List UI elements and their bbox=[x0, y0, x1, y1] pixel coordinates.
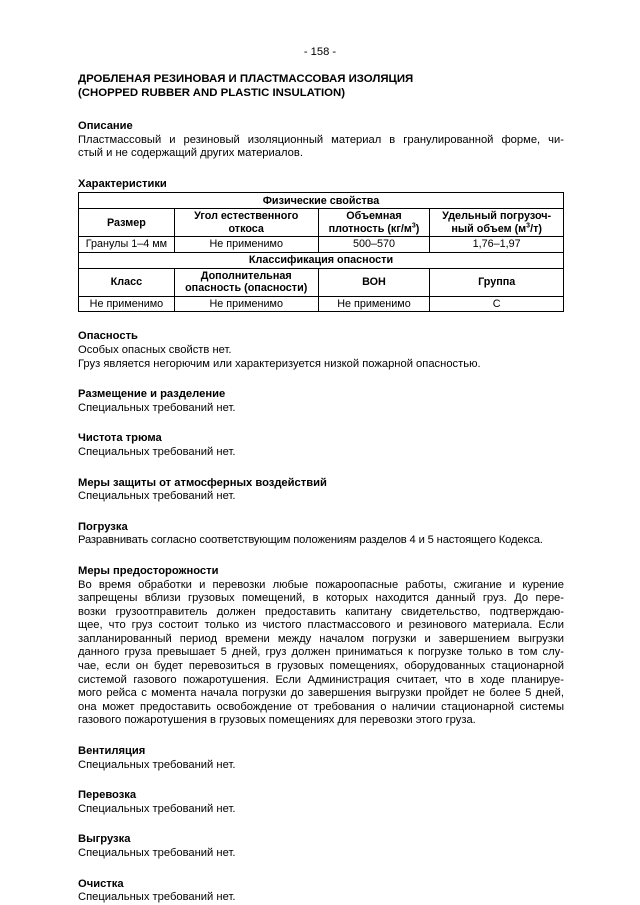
column-size: Размер bbox=[79, 209, 175, 237]
physical-properties-heading: Физические свойства bbox=[79, 193, 564, 209]
carriage-text: Специальных требований нет. bbox=[78, 802, 236, 815]
precautions-section bbox=[78, 565, 564, 728]
cell-class: Не применимо bbox=[79, 296, 175, 312]
text-line: запрещены вблизи грузовых помещений, в которых находится данный груз. До пере- bbox=[78, 592, 564, 605]
text-line: Груз является негорючим или характеризуется низкой пожарной опасностью. bbox=[78, 357, 481, 370]
text-line: Во время обработки и перевозки любые пожароопасные работы, сжигание и курение bbox=[78, 578, 564, 591]
hold-cleanliness-section bbox=[78, 432, 564, 459]
text-line: мого рейса с момента начала погрузки до завершения выгрузки пройдет не более 5 дней, bbox=[78, 687, 564, 700]
page-number: - 158 - bbox=[303, 46, 337, 58]
column-stowage-factor: Удельный погрузоч- ный объем $(м^3/т)$ bbox=[430, 209, 564, 237]
cell-bulk-density: 500–570 bbox=[318, 237, 430, 253]
text-line: газового пожаротушения в грузовых помещениях для перевозки этого груза. bbox=[78, 714, 476, 727]
characteristics-table bbox=[78, 192, 564, 312]
weather-precautions-text: Специальных требований нет. bbox=[78, 490, 236, 503]
cell-size: Гранулы 1–4 мм bbox=[79, 237, 175, 253]
text-line: данного груза превышает 5 дней, груз должен приниматься к погрузке только в том слу- bbox=[78, 646, 564, 659]
column-group: Группа bbox=[430, 268, 564, 296]
ventilation-section bbox=[78, 745, 564, 772]
column-bulk-density: Объемная плотность $(кг/м^3)$ bbox=[318, 209, 430, 237]
section-heading: Меры защиты от атмосферных воздействий bbox=[78, 476, 327, 489]
section-heading: Вентиляция bbox=[78, 745, 146, 758]
carriage-section bbox=[78, 789, 564, 816]
cell-angle-of-repose: Не применимо bbox=[174, 237, 318, 253]
column-mhb: ВОН bbox=[318, 268, 430, 296]
section-heading: Очистка bbox=[78, 877, 124, 890]
clean-up-section bbox=[78, 878, 564, 905]
text-line: Особых опасных свойств нет. bbox=[78, 343, 232, 356]
text-line: чае, если он будет перевозиться в грузовых помещениях, оборудованных стационарной bbox=[78, 660, 564, 673]
discharge-text: Специальных требований нет. bbox=[78, 847, 236, 859]
column-class: Класс bbox=[79, 268, 175, 296]
cell-mhb: Не применимо bbox=[318, 296, 430, 312]
section-heading: Характеристики bbox=[78, 177, 167, 190]
text-line: щее, что груз состоит только из чистого пластмассового и резинового материала. Если bbox=[78, 619, 564, 632]
loading-section bbox=[78, 521, 564, 548]
stowage-segregation-section bbox=[78, 388, 564, 415]
section-heading: Описание bbox=[78, 120, 133, 132]
characteristics-section bbox=[78, 178, 564, 313]
ventilation-text: Специальных требований нет. bbox=[78, 758, 236, 771]
document-body bbox=[78, 72, 564, 905]
text-line: системой газового пожаротушения. Если Администрация считает, что в ходе планируе- bbox=[78, 673, 564, 686]
document-title bbox=[78, 72, 564, 100]
text-line: стый и не содержащий других материалов. bbox=[78, 147, 303, 160]
precautions-text bbox=[78, 579, 564, 729]
stowage-segregation-text: Специальных требований нет. bbox=[78, 401, 236, 414]
loading-text: Разравнивать согласно соответствующим положениям разделов 4 и 5 настоящего Кодекса. bbox=[78, 534, 543, 547]
title-russian: ДРОБЛЕНАЯ РЕЗИНОВАЯ И ПЛАСТМАССОВАЯ ИЗОЛЯЦИЯ bbox=[78, 73, 414, 85]
description-section bbox=[78, 120, 564, 161]
section-heading: Выгрузка bbox=[78, 833, 131, 846]
section-heading: Чистота трюма bbox=[78, 432, 162, 445]
section-heading: Погрузка bbox=[78, 520, 128, 533]
hazard-section bbox=[78, 330, 564, 371]
weather-precautions-section bbox=[78, 477, 564, 504]
discharge-section bbox=[78, 833, 564, 860]
section-heading: Опасность bbox=[78, 330, 138, 343]
section-heading: Перевозка bbox=[78, 789, 137, 802]
description-text bbox=[78, 134, 564, 161]
clean-up-text: Специальных требований нет. bbox=[78, 891, 236, 904]
text-line: Пластмассовый и резиновый изоляционный материал в гранулированной форме, чи- bbox=[78, 133, 564, 146]
hazard-text bbox=[78, 344, 564, 371]
cell-stowage-factor: 1,76–1,97 bbox=[430, 237, 564, 253]
text-line: запланированный период времени между началом погрузки и завершением выгрузки bbox=[78, 632, 564, 645]
text-line: возки грузоотправитель должен предоставить капитану свидетельство, подтверждаю- bbox=[78, 605, 564, 618]
title-english: (CHOPPED RUBBER AND PLASTIC INSULATION) bbox=[78, 87, 346, 99]
column-subsidiary-hazard: Дополнительная опасность (опасности) bbox=[174, 268, 318, 296]
text-line: она может предоставить освобождение от требования о наличии стационарной системы bbox=[78, 700, 564, 713]
hazard-classification-heading: Классификация опасности bbox=[79, 252, 564, 268]
cell-subsidiary-hazard: Не применимо bbox=[174, 296, 318, 312]
cell-group: C bbox=[430, 296, 564, 312]
column-angle-of-repose: Угол естественного откоса bbox=[174, 209, 318, 237]
hold-cleanliness-text: Специальных требований нет. bbox=[78, 445, 236, 458]
section-heading: Размещение и разделение bbox=[78, 388, 226, 401]
section-heading: Меры предосторожности bbox=[78, 564, 219, 577]
